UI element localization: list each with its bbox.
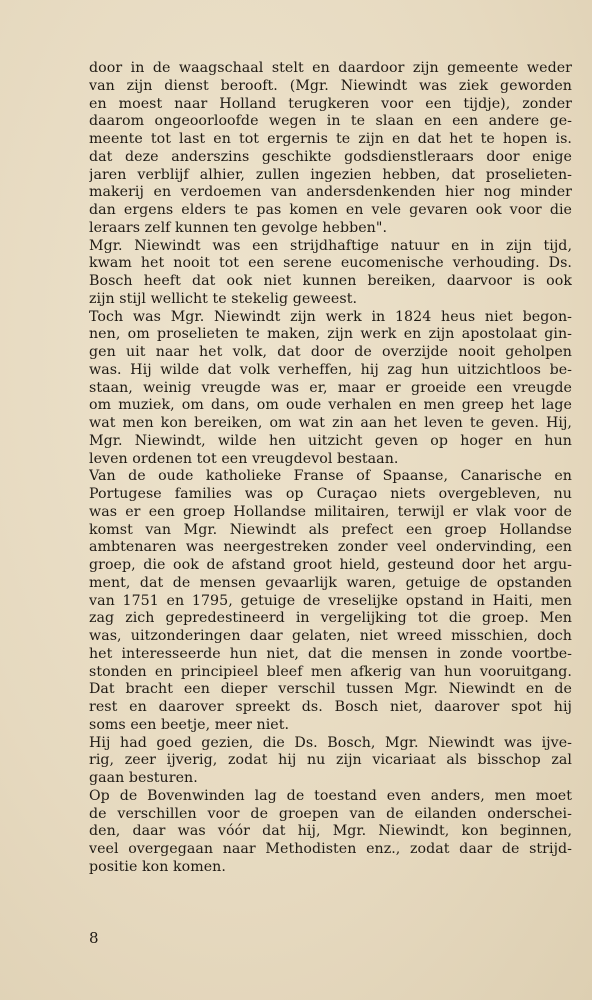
text-line: leraars zelf kunnen ten gevolge hebben". <box>89 219 387 236</box>
text-line: veel overgegaan naar Methodisten enz., zodat daar de strijd- <box>89 841 572 857</box>
text-line: Dat bracht een dieper verschil tussen Mgr. Niewindt en de <box>89 681 572 698</box>
page-number: 8 <box>89 929 99 947</box>
text-line: gen uit naar het volk, dat door de overzijde nooit geholpen <box>89 344 572 360</box>
text-line: komst van Mgr. Niewindt als prefect een groep Hollandse <box>89 521 572 538</box>
text-line: Mgr. Niewindt was een strijdhaftige natuur en in zijn tijd, <box>89 237 572 254</box>
text-line: Portugese families was op Curaçao niets overgebleven, nu <box>89 486 572 502</box>
text-line: den, daar was vóór dat hij, Mgr. Niewindt, kon beginnen, <box>89 823 572 840</box>
text-line: daarom ongeoorloofde wegen in te slaan en een andere ge- <box>89 113 572 130</box>
text-line: ambtenaren was neergestreken zonder veel ondervinding, een <box>89 539 572 556</box>
text-line: van zijn dienst berooft. (Mgr. Niewindt was ziek geworden <box>89 77 572 94</box>
text-line: soms een beetje, meer niet. <box>89 716 290 733</box>
body-text <box>89 60 572 877</box>
text-line: door in de waagschaal stelt en daardoor zijn gemeente weder <box>89 60 572 76</box>
text-line: het interesseerde hun niet, dat die mensen in zonde voortbe- <box>89 645 572 662</box>
text-line: makerij en verdoemen van andersdenkenden hier nog minder <box>89 184 572 201</box>
text-line: staan, weinig vreugde was er, maar er groeide een vreugde <box>89 379 572 396</box>
text-line: positie kon komen. <box>89 858 226 875</box>
text-line: rest en daarover spreekt ds. Bosch niet, daarover spot hij <box>89 699 572 715</box>
text-line: stonden en principieel bleef men afkerig van hun vooruitgang. <box>89 663 572 680</box>
text-line: groep, die ook de afstand groot hield, gesteund door het argu- <box>89 557 572 573</box>
text-line: leven ordenen tot een vreugdevol bestaan. <box>89 450 399 467</box>
text-line: Hij had goed gezien, die Ds. Bosch, Mgr. Niewindt was ijve- <box>89 734 572 751</box>
text-line: zijn stijl wellicht te stekelig geweest. <box>89 290 358 307</box>
text-line: meente tot last en tot ergernis te zijn en dat het te hopen is. <box>89 131 572 147</box>
text-line: de verschillen voor de groepen van de eilanden onderschei- <box>89 805 572 822</box>
text-line: kwam het nooit tot een serene eucomenische verhouding. Ds. <box>89 255 572 272</box>
text-line: Toch was Mgr. Niewindt zijn werk in 1824 heus niet begon- <box>89 308 572 325</box>
text-line: rig, zeer ijverig, zodat hij nu zijn vicariaat als bisschop zal <box>89 752 572 769</box>
text-line: Van de oude katholieke Franse of Spaanse, Canarische en <box>89 468 572 485</box>
text-line: Bosch heeft dat ook niet kunnen bereiken, daarvoor is ook <box>89 273 572 289</box>
text-line: was. Hij wilde dat volk verheffen, hij zag hun uitzichtloos be- <box>89 361 572 378</box>
text-line: was er een groep Hollandse militairen, terwijl er vlak voor de <box>89 503 572 520</box>
text-line: om muziek, om dans, om oude verhalen en men greep het lage <box>89 397 572 414</box>
text-line: en moest naar Holland terugkeren voor een tijdje), zonder <box>89 95 572 112</box>
text-line: gaan besturen. <box>89 770 198 786</box>
text-line: wat men kon bereiken, om wat zin aan het leven te geven. Hij, <box>89 415 572 431</box>
text-line: jaren verblijf alhier, zullen ingezien hebben, dat proselieten- <box>89 166 572 183</box>
text-line: Mgr. Niewindt, wilde hen uitzicht geven op hoger en hun <box>89 432 572 449</box>
text-line: van 1751 en 1795, getuige de vreselijke opstand in Haiti, men <box>89 592 572 609</box>
text-line: zag zich gepredestineerd in vergelijking tot die groep. Men <box>89 610 572 627</box>
text-line: was, uitzonderingen daar gelaten, niet wreed misschien, doch <box>89 628 572 644</box>
text-line: dat deze anderszins geschikte godsdienstleraars door enige <box>89 148 572 165</box>
text-line: nen, om proselieten te maken, zijn werk en zijn apostolaat gin- <box>89 326 572 343</box>
text-line: dan ergens elders te pas komen en vele gevaren ook voor die <box>89 202 572 218</box>
text-line: Op de Bovenwinden lag de toestand even anders, men moet <box>89 787 572 804</box>
text-line: ment, dat de mensen gevaarlijk waren, getuige de opstanden <box>89 574 572 591</box>
